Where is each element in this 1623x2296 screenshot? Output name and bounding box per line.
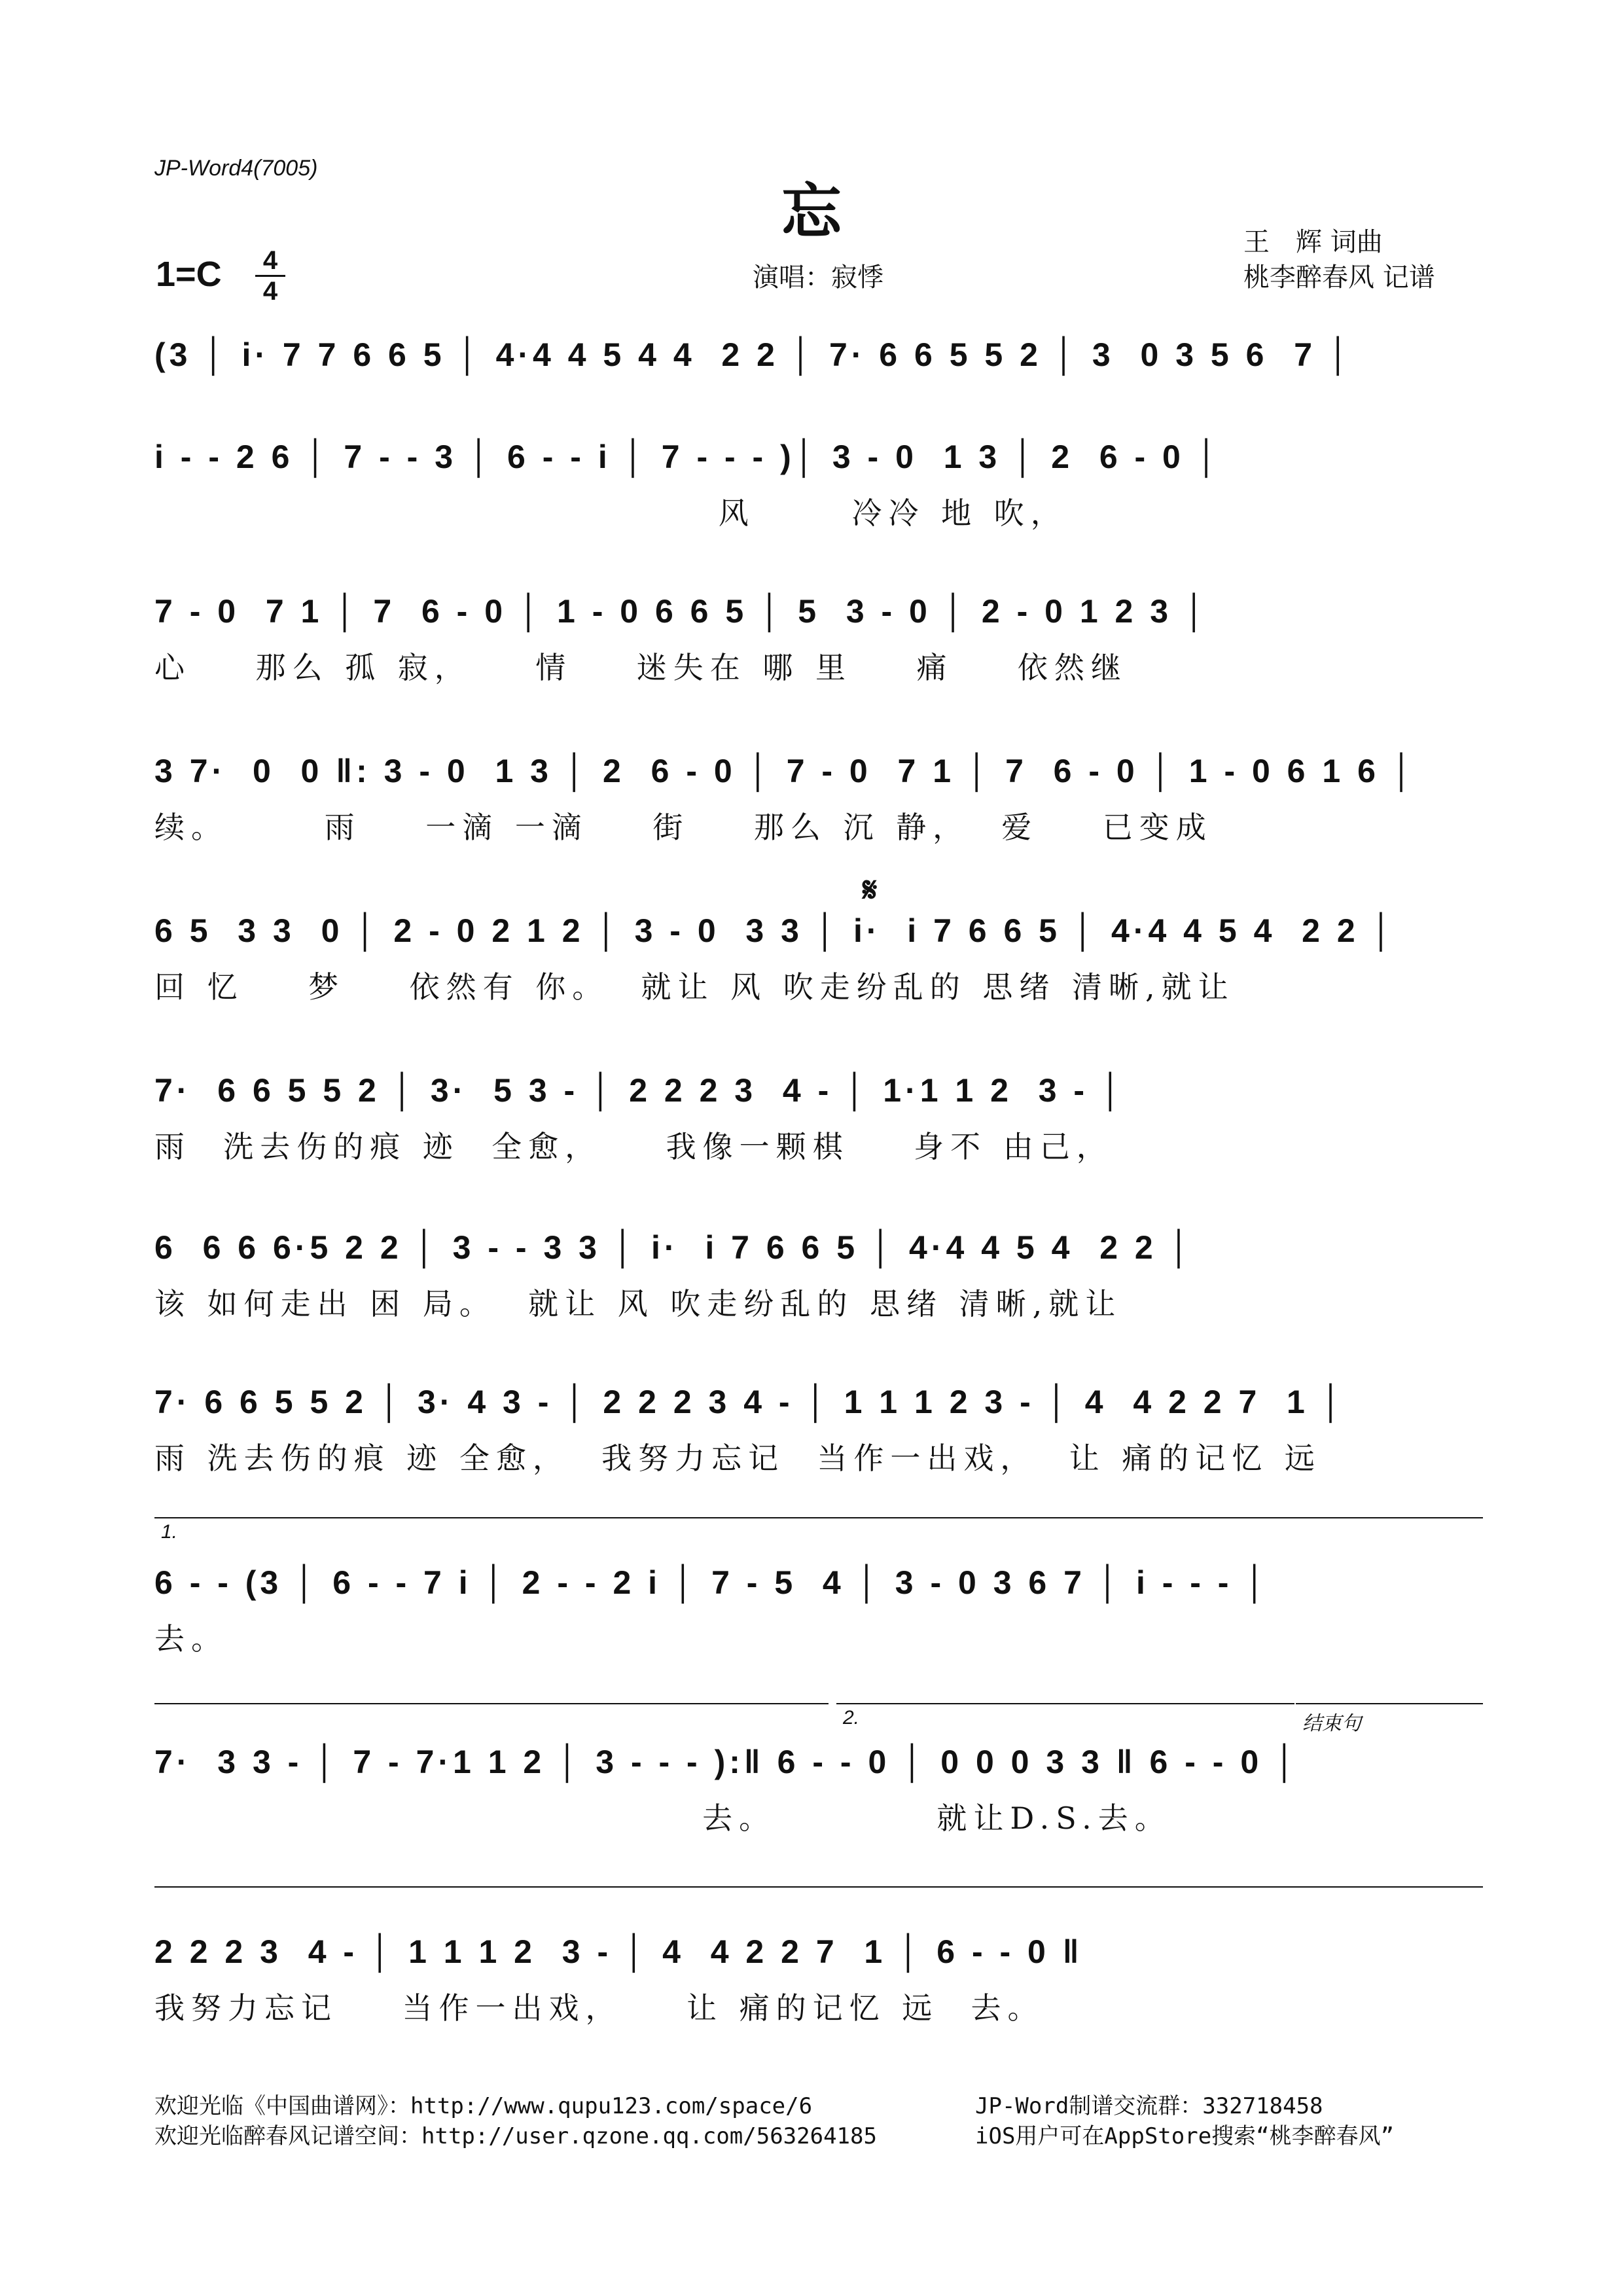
lyrics-line: 回 忆 梦 依然有 你。 就让 风 吹走纷乱的 思绪 清晰,就让 [154, 969, 1235, 1005]
composer-credit: 王 辉 词曲 [1243, 227, 1383, 257]
time-signature [255, 247, 285, 304]
notation-line: 7 - 0 7 1 │ 7 6 - 0 │ 1 - 0 6 6 5 │ 5 3 - 0 │ 2 - 0 1 2 3 │ [154, 593, 1210, 630]
lyrics-line: 我努力忘记 当作一出戏， 让 痛的记忆 远 去。 [154, 1990, 1044, 2026]
notation-line: 7· 3 3 - │ 7 - 7·1 1 2 │ 3 - - - ):‖ 6 - - 0 │ 0 0 0 3 3 ‖ 6 - - 0 │ [154, 1744, 1300, 1780]
notation-line: i - - 2 6 │ 7 - - 3 │ 6 - - i │ 7 - - - )│ 3 - 0 1 3 │ 2 6 - 0 │ [154, 439, 1222, 475]
transcriber-credit: 桃李醉春风 记谱 [1243, 262, 1435, 293]
notation-line: 7· 6 6 5 5 2 │ 3· 4 3 - │ 2 2 2 3 4 - │ 1 1 1 2 3 - │ 4 4 2 2 7 1 │ [154, 1384, 1347, 1420]
lyrics-line: 去。 就让D.S.去。 [154, 1801, 1171, 1836]
notation-line: (3 │ i· 7 7 6 6 5 │ 4·4 4 5 4 4 2 2 │ 7· 6 6 5 5 2 │ 3 0 3 5 6 7 │ [154, 336, 1354, 373]
lyrics-line: 该 如何走出 困 局。 就让 风 吹走纷乱的 思绪 清晰,就让 [154, 1286, 1122, 1321]
lyrics-line: 雨 洗去伤的痕 迹 全愈， 我像一颗棋 身不 由己， [154, 1129, 1113, 1164]
footer-link-qzone[interactable]: 欢迎光临醉春风记谱空间：http://user.qzone.qq.com/563264185 [154, 2123, 877, 2149]
footer-link-qupu[interactable]: 欢迎光临《中国曲谱网》：http://www.qupu123.com/space/6 [154, 2093, 813, 2119]
ending-1-bracket [154, 1517, 1483, 1543]
software-label: JP-Word4(7005) [154, 156, 318, 181]
song-title: 忘 [781, 176, 842, 247]
lyrics-line: 续。 雨 一滴 一滴 街 那么 沉 静， 爱 已变成 [154, 810, 1213, 845]
segno-sign: 𝄋 [863, 870, 878, 910]
ending-1-continuation [154, 1703, 829, 1704]
footer-group-info: JP-Word制谱交流群：332718458 [975, 2093, 1323, 2119]
coda-continuation [154, 1886, 1483, 1888]
ending-2-bracket [836, 1703, 1294, 1729]
notation-line: 3 7· 0 0 ‖: 3 - 0 1 3 │ 2 6 - 0 │ 7 - 0 7 1 │ 7 6 - 0 │ 1 - 0 6 1 6 │ [154, 753, 1418, 789]
coda-bracket [1296, 1703, 1483, 1734]
notation-line: 7· 6 6 5 5 2 │ 3· 5 3 - │ 2 2 2 3 4 - │ 1·1 1 2 3 - │ [154, 1072, 1126, 1109]
notation-line: 6 6 6 6·5 2 2 │ 3 - - 3 3 │ i· i 7 6 6 5 │ 4·4 4 5 4 2 2 │ [154, 1229, 1194, 1266]
ending-2-label: 2. [843, 1707, 860, 1729]
notation-line: 2 2 2 3 4 - │ 1 1 1 2 3 - │ 4 4 2 2 7 1 │ 6 - - 0 ‖ [154, 1933, 1083, 1970]
lyrics-line: 心 那么 孤 寂， 情 迷失在 哪 里 痛 依然继 [154, 650, 1128, 685]
meter-top: 4 [262, 246, 278, 275]
lyrics-line: 去。 [154, 1621, 228, 1657]
lyrics-line: 雨 洗去伤的痕 迹 全愈， 我努力忘记 当作一出戏， 让 痛的记忆 远 [154, 1441, 1321, 1476]
footer-appstore-info: iOS用户可在AppStore搜索“桃李醉春风” [975, 2123, 1395, 2149]
singer-credit: 演唱：寂悸 [753, 262, 883, 293]
ending-1-label: 1. [161, 1521, 178, 1543]
lyrics-line: 风 冷冷 地 吹， [154, 495, 1067, 531]
key-signature: 1=C [156, 255, 222, 294]
notation-line: 6 - - (3 │ 6 - - 7 i │ 2 - - 2 i │ 7 - 5 4 │ 3 - 0 3 6 7 │ i - - - │ [154, 1564, 1270, 1601]
meter-bottom: 4 [262, 277, 278, 306]
coda-label: 结束句 [1302, 1713, 1361, 1734]
notation-line: 6 5 3 3 0 │ 2 - 0 2 1 2 │ 3 - 0 3 3 │ i· i 7 6 6 5 │ 4·4 4 5 4 2 2 │ [154, 912, 1397, 949]
